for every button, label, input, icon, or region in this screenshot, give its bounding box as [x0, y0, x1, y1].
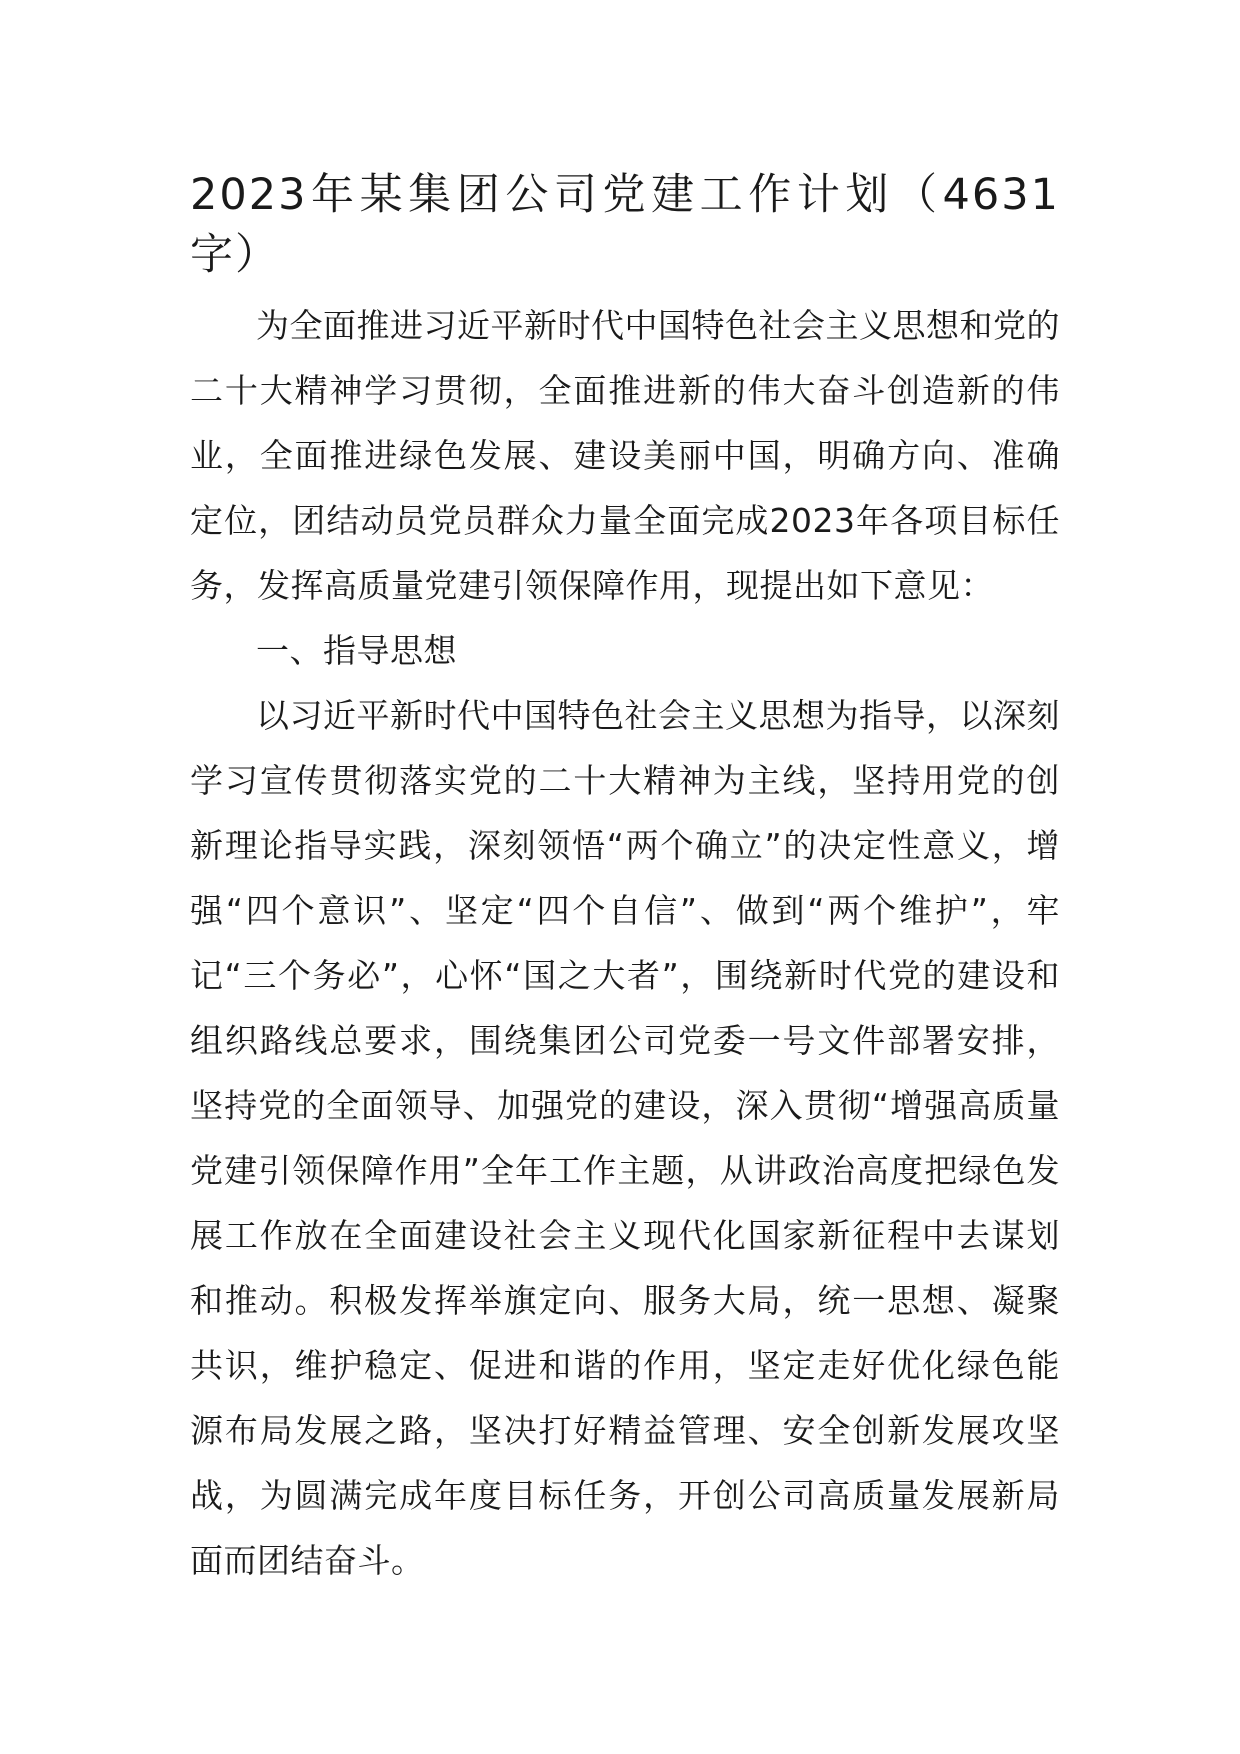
document-title: 2023年某集团公司党建工作计划（4631字） — [190, 170, 1060, 280]
intro-paragraph: 为全面推进习近平新时代中国特色社会主义思想和党的二十大精神学习贯彻，全面推进新的伟大奋斗创造新的伟业，全面推进绿色发展、建设美丽中国，明确方向、准确定位，团结动员党员群众力量全面完成2023年各项目标任务，发挥高质量党建引领保障作用，现提出如下意见： — [190, 306, 1060, 605]
document-body — [190, 165, 1060, 1593]
guiding-ideology-paragraph: 以习近平新时代中国特色社会主义思想为指导，以深刻学习宣传贯彻落实党的二十大精神为主线，坚持用党的创新理论指导实践，深刻领悟“两个确立”的决定性意义，增强“四个意识”、坚定“四个自信”、做到“两个维护”，牢记“三个务必”，心怀“国之大者”，围绕新时代党的建设和组织路线总要求，围绕集团公司党委一号文件部署安排，坚持党的全面领导、加强党的建设，深入贯彻“增强高质量党建引领保障作用”全年工作主题，从讲政治高度把绿色发展工作放在全面建设社会主义现代化国家新征程中去谋划和推动。积极发挥举旗定向、服务大局，统一思想、凝聚共识，维护稳定、促进和谐的作用，坚定走好优化绿色能源布局发展之路，坚决打好精益管理、安全创新发展攻坚战，为圆满完成年度目标任务，开创公司高质量发展新局面而团结奋斗。 — [190, 696, 1060, 1580]
section-heading-guiding-ideology: 一、指导思想 — [256, 631, 457, 670]
